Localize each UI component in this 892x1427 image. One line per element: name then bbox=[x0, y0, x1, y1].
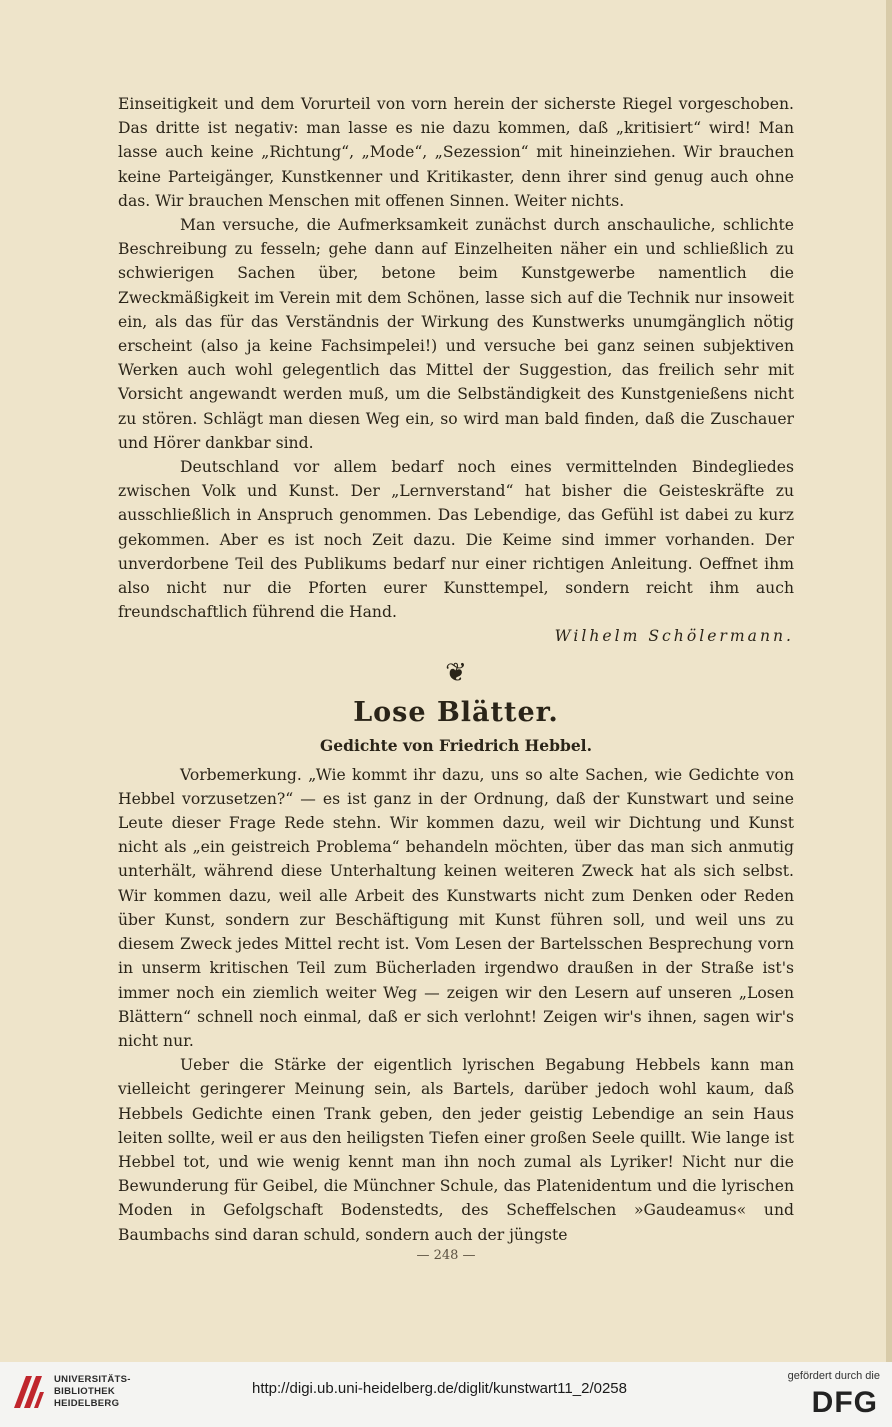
dfg-logo: DFG bbox=[811, 1386, 878, 1419]
funded-by-label: gefördert durch die bbox=[787, 1370, 880, 1382]
paragraph-1: Einseitigkeit und dem Vorurteil von vorn herein der sicherste Riegel vorgeschoben. Das dritte ist negativ: man lasse es nie dazu kommen, daß „kritisiert“ wird! Man lasse auch keine „Richtung“, „Mode“, „Sezession“ mit hineinziehen. Wir brauchen keine Parteigänger, Kunstkenner und Kritikaster, denn ihrer sind genug auch ohne das. Wir brauchen Menschen mit offenen Sinnen. Weiter nichts. bbox=[118, 95, 794, 210]
paragraph-4: Vorbemerkung. „Wie kommt ihr dazu, uns so alte Sachen, wie Gedichte von Hebbel vorzusetzen?“ — es ist ganz in der Ordnung, daß der Kunstwart und seine Leute dieser Frage Rede stehn. Wir kommen dazu, weil wir Dichtung und Kunst nicht als „ein geistreich Problema“ behandeln möchten, über das man sich anmutig unterhält, während diese Unterhaltung keinen weiteren Zweck hat als sich selbst. Wir kommen dazu, weil alle Arbeit des Kunstwarts nicht zum Denken oder Reden über Kunst, sondern zur Beschäftigung mit Kunst führen soll, und weil uns zu diesem Zweck jedes Mittel recht ist. Vom Lesen der Bartelsschen Besprechung vorn in unserm kritischen Teil zum Bücherladen irgendwo draußen in der Straße ist's immer noch ein ziemlich weiter Weg — zeigen wir den Lesern auf unseren „Losen Blättern“ schnell noch einmal, daß er sich verlohnt! Zeigen wir's ihnen, sagen wir's nicht nur. bbox=[118, 765, 794, 1050]
page-text bbox=[118, 92, 794, 1247]
permalink-url[interactable]: http://digi.ub.uni-heidelberg.de/diglit/kunstwart11_2/0258 bbox=[252, 1380, 627, 1397]
fleuron-ornament-icon: ❦ bbox=[445, 657, 467, 688]
signature: Wilhelm Schölermann. bbox=[554, 627, 794, 646]
viewer-footer bbox=[0, 1362, 892, 1427]
page-number: — 248 — bbox=[416, 1248, 476, 1263]
library-name bbox=[54, 1374, 131, 1410]
paragraph-3: Deutschland vor allem bedarf noch eines vermittelnden Bindegliedes zwischen Volk und Kunst. Der „Lernverstand“ hat bisher die Geisteskräfte zu ausschließlich in Anspruch genommen. Das Lebendige, das Gefühl ist dabei zu kurz gekommen. Aber es ist noch Zeit dazu. Die Keime sind immer vorhanden. Der unverdorbene Teil des Publikums bedarf nur einer richtigen Anleitung. Oeffnet ihm also nicht nur die Pforten eurer Kunsttempel, sondern reicht ihm auch freundschaftlich führend die Hand. bbox=[118, 458, 794, 622]
paragraph-5: Ueber die Stärke der eigentlich lyrischen Begabung Hebbels kann man vielleicht geringerer Meinung sein, als Bartels, darüber jedoch wohl kaum, daß Hebbels Gedichte einen Trank geben, den jeder geistig Lebendige an sein Haus leiten sollte, weil er aus den heiligsten Tiefen einer großen Seele quillt. Wie lange ist Hebbel tot, und wie wenig kennt man ihn noch zumal als Lyriker! Nicht nur die Bewunderung für Geibel, die Münchner Schule, das Platenidentum und die lyrischen Moden in Gefolgschaft Bodenstedts, des Scheffelschen »Gaudeamus« und Baumbachs sind daran schuld, sondern auch der jüngste bbox=[118, 1056, 794, 1244]
university-library-logo-icon bbox=[10, 1372, 48, 1412]
library-line-2: BIBLIOTHEK bbox=[54, 1386, 116, 1397]
library-line-1: UNIVERSITÄTS- bbox=[54, 1374, 131, 1385]
library-line-3: HEIDELBERG bbox=[54, 1398, 120, 1409]
section-heading: Lose Blätter. bbox=[353, 696, 559, 728]
paragraph-2: Man versuche, die Aufmerksamkeit zunächst durch anschauliche, schlichte Beschreibung zu fesseln; gehe dann auf Einzelheiten näher ein und schließlich zu schwierigen Sachen über, betone beim Kunstgewerbe namentlich die Zweckmäßigkeit im Verein mit dem Schönen, lasse sich auf die Technik nur insoweit ein, als das für das Verständnis der Wirkung des Kunstwerks unumgänglich nötig erscheint (also ja keine Fachsimpelei!) und versuche bei ganz seinen subjektiven Werken auch wohl gelegentlich das Mittel der Suggestion, das freilich sehr mit Vorsicht angewandt werden muß, um die Selbständigkeit des Kunstgenießens nicht zu stören. Schlägt man diesen Weg ein, so wird man bald finden, daß die Zuschauer und Hörer dankbar sind. bbox=[118, 216, 794, 452]
section-subheading: Gedichte von Friedrich Hebbel. bbox=[320, 735, 592, 755]
